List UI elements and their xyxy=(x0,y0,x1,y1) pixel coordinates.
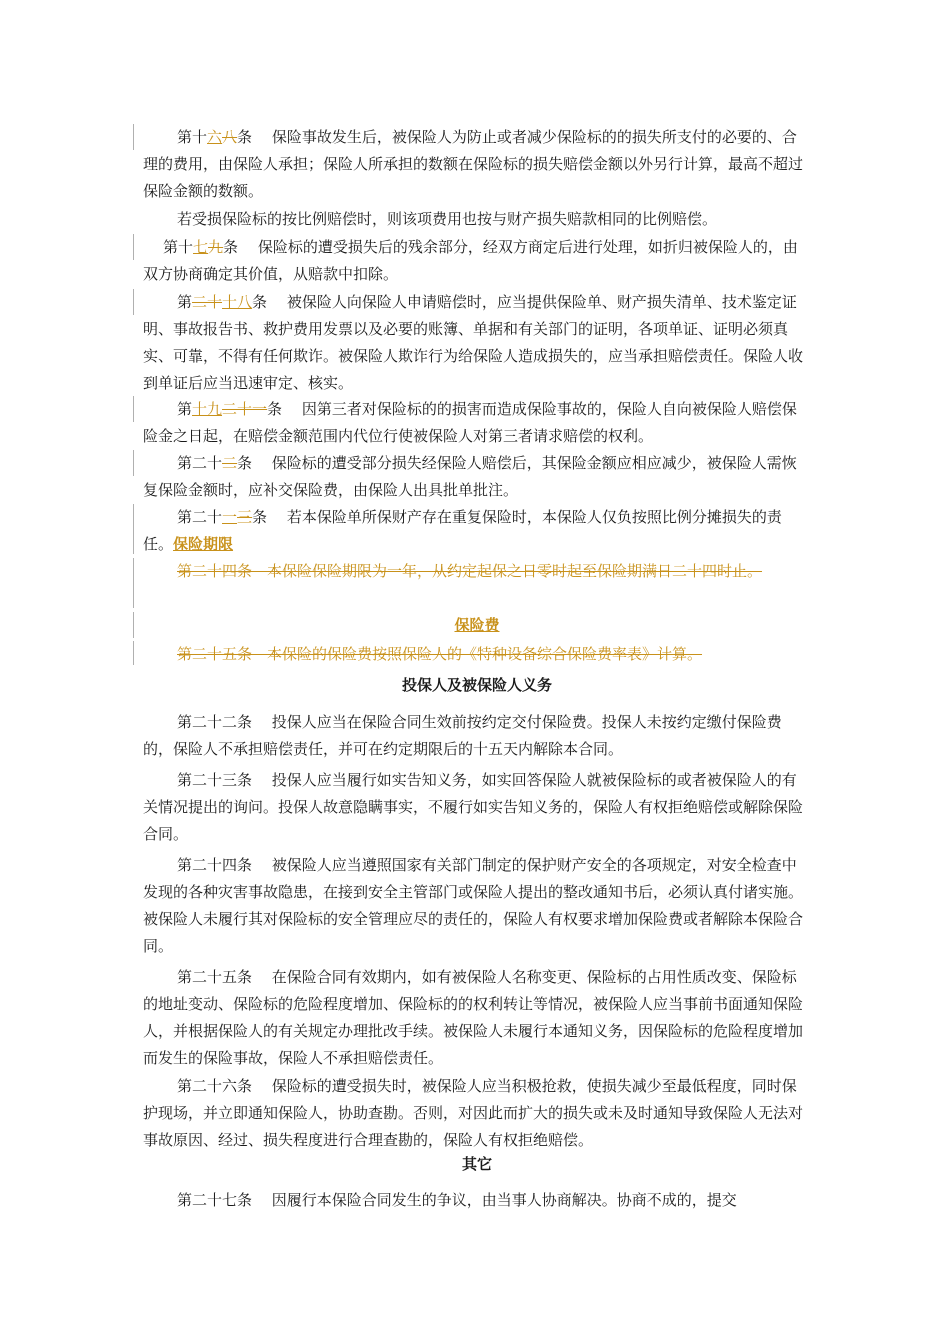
heading-duties: 投保人及被保险人义务 xyxy=(401,676,552,694)
change-bar xyxy=(133,612,134,638)
deleted-article-premium: 第二十五条 本保险的保险费按照保险人的《特种设备综合保险费率表》计算。 xyxy=(177,645,703,663)
article-27: 第二十七条 因履行本保险合同发生的争议，由当事人协商解决。协商不成的，提交 xyxy=(177,1191,737,1209)
article-22: 第二十二条 投保人应当在保险合同生效前按约定交付保险费。投保人未按约定缴付保险费的，保险人不承担赔偿责任，并可在约定期限后的十五天内解除本合同。 xyxy=(143,713,782,758)
article-26: 第二十六条 保险标的遭受损失时，被保险人应当积极抢救，使损失减少至最低程度，同时保护现场，并立即通知保险人，协助查勘。否则，对因此而扩大的损失或未及时通知导致保险人无法对事故原因、经过、损失程度进行合理查勘的，保险人有权拒绝赔偿。 xyxy=(143,1077,804,1149)
article-19: 第十九二十一条 因第三者对保险标的的损害而造成保险事故的，保险人自向被保险人赔偿保险金之日起，在赔偿金额范围内代位行使被保险人对第三者请求赔偿的权利。 xyxy=(143,400,797,445)
change-bar xyxy=(133,558,134,608)
article-23: 第二十三条 投保人应当履行如实告知义务，如实回答保险人就被保险标的或者被保险人的有关情况提出的询问。投保人故意隐瞒事实，不履行如实告知义务的，保险人有权拒绝赔偿或解除保险合同。 xyxy=(143,771,804,843)
article-24: 第二十四条 被保险人应当遵照国家有关部门制定的保护财产安全的各项规定，对安全检查中发现的各种灾害事故隐患，在接到安全主管部门或保险人提出的整改通知书后，必须认真付诸实施。被保险人未履行其对保险标的安全管理应尽的责任的，保险人有权要求增加保险费或者解除本保险合同。 xyxy=(143,856,804,955)
change-bar xyxy=(133,641,134,665)
change-bar xyxy=(133,396,134,422)
article-16: 第十六八条 保险事故发生后，被保险人为防止或者减少保险标的的损失所支付的必要的、合理的费用，由保险人承担；保险人所承担的数额在保险标的损失赔偿金额以外另行计算，最高不超过保险金额的数额。 xyxy=(143,128,804,200)
change-bar xyxy=(133,450,134,476)
change-bar xyxy=(133,124,134,150)
article-20: 第二十二条 保险标的遭受部分损失经保险人赔偿后，其保险金额应相应减少，被保险人需恢复保险金额时，应补交保险费，由保险人出具批单批注。 xyxy=(143,454,797,499)
deleted-article-period: 第二十四条 本保险保险期限为一年，从约定起保之日零时起至保险期满日二十四时止。 xyxy=(177,562,763,580)
article-21: 第二十一三条 若本保险单所保财产存在重复保险时，本保险人仅负按照比例分摊损失的责任。保险期限 xyxy=(143,508,782,553)
change-bar xyxy=(133,234,134,260)
change-bar xyxy=(133,289,134,315)
heading-premium: 保险费 xyxy=(454,616,500,634)
article-17: 第十七九条 保险标的遭受损失后的残余部分，经双方商定后进行处理，如折归被保险人的，由双方协商确定其价值，从赔款中扣除。 xyxy=(143,238,798,283)
change-bar xyxy=(133,504,134,554)
heading-period-inserted: 保险期限 xyxy=(173,535,234,553)
article-16-paragraph-2: 若受损保险标的按比例赔偿时，则该项费用也按与财产损失赔款相同的比例赔偿。 xyxy=(177,210,718,228)
article-25: 第二十五条 在保险合同有效期内，如有被保险人名称变更、保险标的占用性质改变、保险标的地址变动、保险标的危险程度增加、保险标的的权利转让等情况，被保险人应当事前书面通知保险人，并根据保险人的有关规定办理批改手续。被保险人未履行本通知义务，因保险标的危险程度增加而发生的保险事故，保险人不承担赔偿责任。 xyxy=(143,968,804,1067)
article-18: 第二十十八条 被保险人向保险人申请赔偿时，应当提供保险单、财产损失清单、技术鉴定证明、事故报告书、救护费用发票以及必要的账簿、单据和有关部门的证明，各项单证、证明必须真实、可靠，不得有任何欺诈。被保险人欺诈行为给保险人造成损失的，应当承担赔偿责任。保险人收到单证后应当迅速审定、核实。 xyxy=(143,293,804,392)
heading-other: 其它 xyxy=(461,1155,492,1173)
